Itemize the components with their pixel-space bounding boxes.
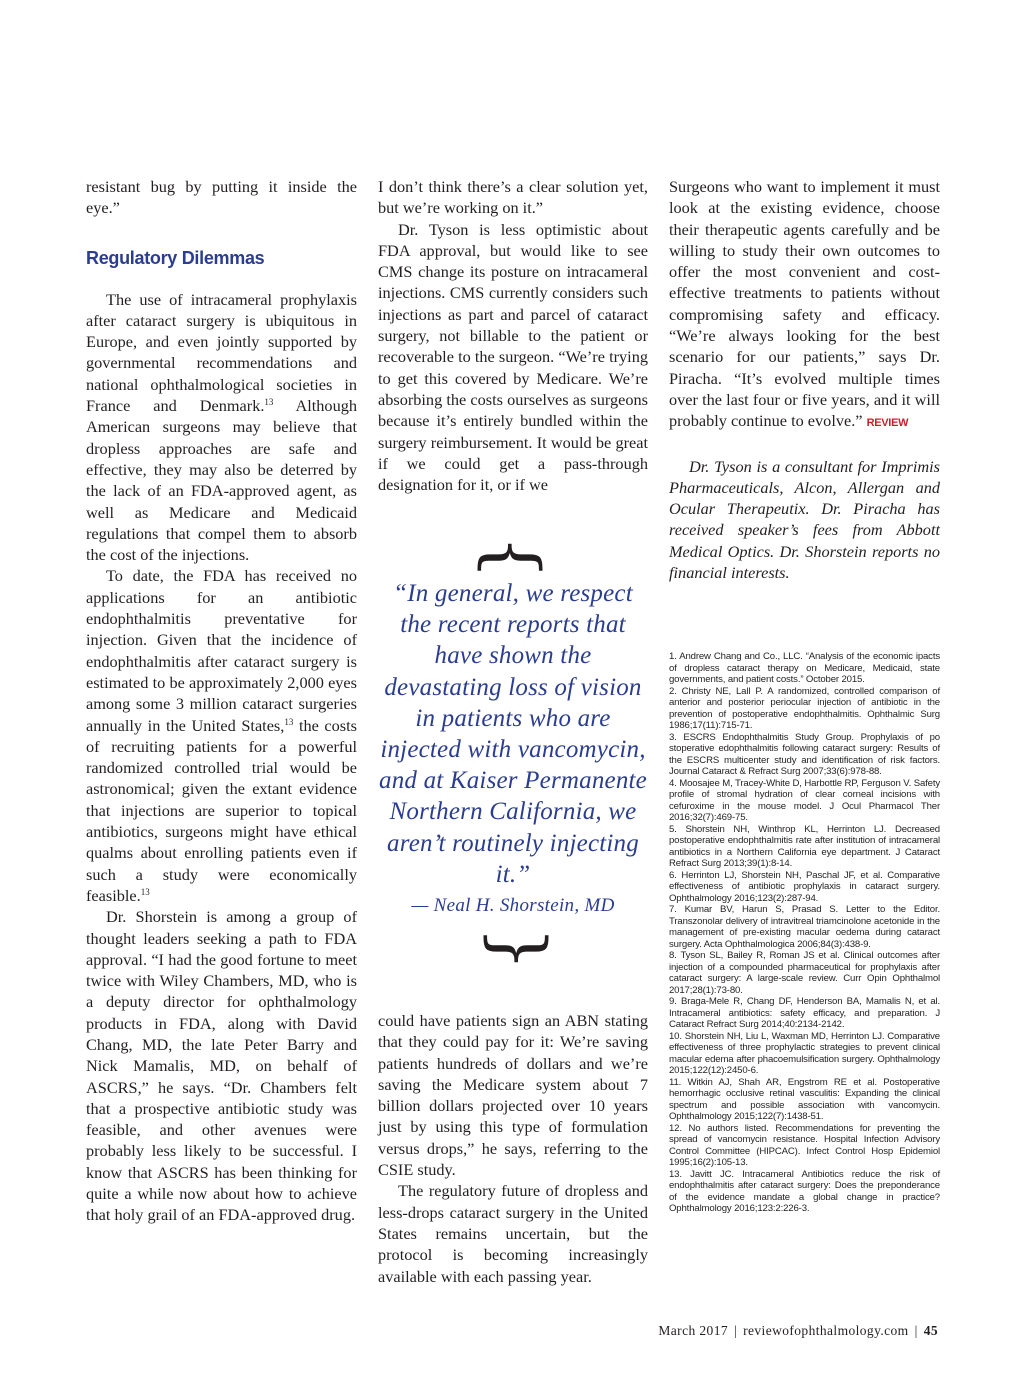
footer-separator: |: [914, 1323, 918, 1338]
reference-item: 13. Javitt JC. Intracameral Antibiotics reduce the risk of endophthalmitis after cataract surgery: Does the preponderance of the evidence mandate a global change in practice? Ophthalmology 2016;123:2:226-3.: [669, 1168, 940, 1214]
reference-item: 5. Shorstein NH, Winthrop KL, Herrinton LJ. Decreased postoperative endophthalmitis rate after institution of intracameral antibiotics in a Northern California eye department. J Cataract Refract Surg 2013;39(1):8-14.: [669, 823, 940, 869]
end-mark-logo: REVIEW: [866, 417, 909, 430]
pull-quote: [378, 532, 648, 974]
reference-item: 12. No authors listed. Recommendations for preventing the spread of vancomycin resistance. Hospital Infection Advisory Control Committee (HIPCAC). Infect Control Hosp Epidemiol 1995;16(2):105-13.: [669, 1122, 940, 1168]
footer-separator: |: [734, 1323, 738, 1338]
reference-item: 11. Witkin AJ, Shah AR, Engstrom RE et al. Postoperative hemorrhagic occlusive retinal vasculitis: Expanding the clinical spectrum and possible association with vancomycin. Ophthalmology 2015;122(7):1438-51.: [669, 1076, 940, 1122]
paragraph: Dr. Tyson is less optimistic about FDA approval, but would like to see CMS change its posture on intracameral injections. CMS currently considers such injections as part and parcel of cataract surgery, not billable to the patient or recoverable to the surgeon. “We’re trying to get this covered by Medicare. We’re absorbing the costs ourselves as surgeons because it’s entirely bundled within the surgery reimbursement. It would be great if we could get a pass-through designation for it, or if we: [378, 219, 648, 495]
text-run: The use of intracameral prophylaxis after cataract surgery is ubiquitous in Europe, and even jointly supported by governmental recommendations and national ophthalmological societies in France and Denmark.: [86, 289, 357, 416]
text-run: the costs of recruiting patients for a powerful randomized controlled trial would be astronomical; given the extant evidence that injections are superior to topical antibiotics, surgeons might have ethical qualms about enrolling patients even if such a study were economically feasible.: [86, 715, 357, 905]
reference-item: 6. Herrinton LJ, Shorstein NH, Paschal JF, et al. Comparative effectiveness of antibiotic prophylaxis in cataract surgery. Ophthalmology 2016;123(2):287-94.: [669, 869, 940, 904]
article-column-3: [669, 176, 940, 583]
paragraph: could have patients sign an ABN stating that they could pay for it: We’re saving patients hundreds of dollars and we’re saving the Medicare system about 7 billion dollars projected over 10 years just by using this type of formulation versus drops,” he says, referring to the CSIE study.: [378, 1011, 648, 1180]
reference-item: 4. Moosajee M, Tracey-White D, Harbottle RP, Ferguson V. Safety profile of stromal hydration of clear corneal incisions with cefuroxime in the mouse model. J Ocul Pharmacol Ther 2016;32(7):469-75.: [669, 777, 940, 823]
text-run: To date, the FDA has received no applications for an antibiotic endophthalmitis preventative for injection. Given that the incidence of endophthalmitis after cataract surgery is estimated to be approximately 2,000 eyes among some 3 million cataract surgeries annually in the United States,: [86, 566, 357, 735]
disclosure-statement: Dr. Tyson is a consultant for Imprimis Pharmaceuticals, Alcon, Allergan and Ocular Therapeutix. Dr. Piracha has received speaker’s fees from Abbott Medical Optics. Dr. Shorstein reports no financial interests.: [669, 456, 940, 583]
site-url: reviewofophthalmology.com: [743, 1323, 909, 1338]
text-run: Surgeons who want to implement it must look at the existing evidence, choose their therapeutic agents carefully and be willing to study their own outcomes to offer the most convenient and cost-effective treatments to patients without compromising safety and efficacy. “We’re always looking for the best scenario for our patients,” says Dr. Piracha. “It’s evolved multiple times over the last four or five years, and it will probably continue to evolve.”: [669, 177, 940, 431]
paragraph: I don’t think there’s a clear solution yet, but we’re working on it.”: [378, 177, 648, 218]
section-heading: Regulatory Dilemmas: [86, 247, 265, 268]
text-run: Although American surgeons may believe that dropless approaches are safe and effective, they may also be deterred by the lack of an FDA-approved agent, as well as Medicare and Medicaid regulations that compel them to absorb the cost of the injections.: [86, 396, 357, 565]
article-column-1: [86, 176, 357, 1226]
reference-item: 8. Tyson SL, Bailey R, Roman JS et al. Clinical outcomes after injection of a compounded pharmaceutical for prophylaxis after cataract surgery: A large-scale review. Curr Opin Ophthalmol 2017;28(1):73-80.: [669, 950, 940, 996]
citation-superscript: 13: [284, 716, 294, 727]
paragraph: The regulatory future of dropless and less-drops cataract surgery in the United States remains uncertain, but the protocol is becoming increasingly available with each passing year.: [378, 1181, 648, 1286]
citation-superscript: 13: [264, 397, 274, 408]
page-footer: [658, 1323, 938, 1339]
paragraph: Dr. Shorstein is among a group of thought leaders seeking a path to FDA approval. “I had the good fortune to meet twice with Wiley Chambers, MD, who is a deputy director for ophthalmology products in FDA, along with David Chang, MD, the late Peter Barry and Nick Mamalis, MD, on behalf of ASCRS,” he says. “Dr. Chambers felt that a prospective antibiotic study was feasible, and other avenues were probably less likely to be successful. I know that ASCRS has been thinking for quite a while now about how to achieve that holy grail of an FDA-approved drug.: [86, 907, 357, 1225]
reference-item: 2. Christy NE, Lall P. A randomized, controlled comparison of anterior and posterior periocular injection of antibiotic in the prevention of postoperative endophthalmitis. Ophthalmic Surg 1986;17(11):715-71.: [669, 685, 940, 731]
issue-date: March 2017: [658, 1323, 728, 1338]
paragraph: [86, 289, 357, 566]
brace-bottom-ornament: {: [472, 926, 554, 972]
paragraph: [669, 176, 940, 435]
article-column-2-top: [378, 176, 648, 495]
pull-quote-text: “In general, we respect the recent reports that have shown the devastating loss of vision in patients who are injected with vancomycin, and at Kaiser Permanente Northern California, we aren’t routinely injecting it.”: [379, 580, 647, 888]
reference-item: 1. Andrew Chang and Co., LLC. “Analysis of the economic ipacts of dropless cataract therapy on Medicare, Medicaid, state governments, and patient costs.” October 2015.: [669, 651, 940, 685]
paragraph: [86, 565, 357, 906]
pull-quote-attribution: — Neal H. Shorstein, MD: [411, 895, 615, 917]
citation-superscript: 13: [140, 886, 150, 897]
paragraph: resistant bug by putting it inside the eye.”: [86, 177, 357, 218]
page-number: 45: [923, 1323, 938, 1338]
reference-item: 10. Shorstein NH, Liu L, Waxman MD, Herrinton LJ. Comparative effectiveness of three prophylactic strategies to prevent clinical macular edema after phacoemulsification surgery. Ophthalmology 2015;122(12):2450-6.: [669, 1030, 940, 1076]
reference-item: 7. Kumar BV, Harun S, Prasad S. Letter to the Editor. Transzonolar delivery of intravitreal triamcinolone acetonide in the management of pre-existing macular oedema during cataract surgery. Acta Ophthalmologica 2006;84(3):438-9.: [669, 904, 940, 950]
reference-item: 9. Braga-Mele R, Chang DF, Henderson BA, Mamalis N, et al. Intracameral antibiotics: safety efficacy, and preparation. J Cataract Refract Surg 2014;40:2134-2142.: [669, 996, 940, 1030]
brace-top-ornament: {: [472, 535, 554, 580]
reference-item: 3. ESCRS Endophthalmitis Study Group. Prophylaxis of po stoperative edophthalmitis following cataract surgery: Results of the ESCRS multicenter study and identification of risk factors. Journal Cataract & Refract Surg 2007;33(6):978-88.: [669, 731, 940, 777]
references-list: [669, 651, 940, 1215]
article-column-2-bottom: [378, 1010, 648, 1287]
